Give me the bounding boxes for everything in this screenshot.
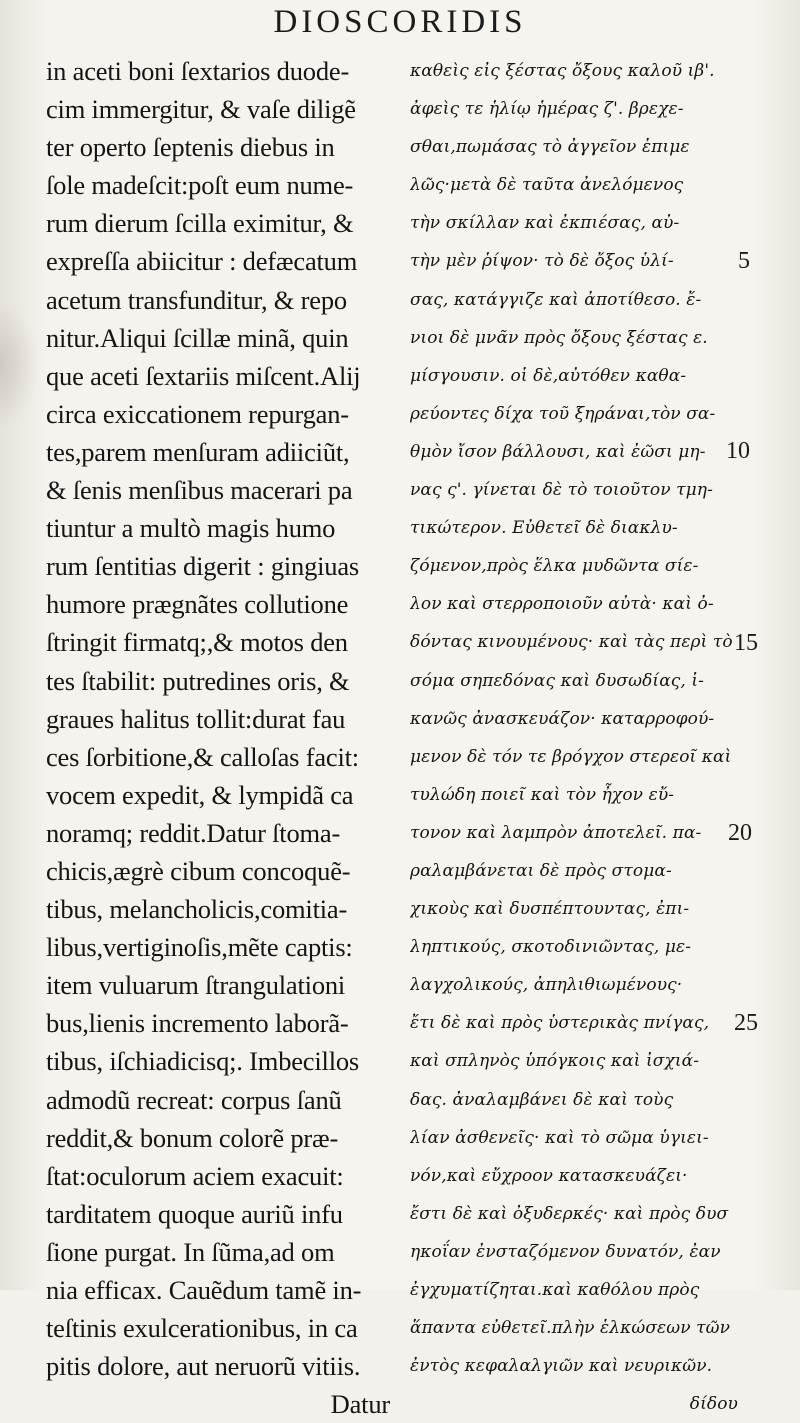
greek-text-line: νιοι δὲ μνᾶν πρὸς ὄξους ξέστας ε. [410,327,708,348]
greek-text-line: μενον δὲ τόν τε βρόγχον στερεοῖ καὶ [410,746,732,767]
latin-text-line: teſtinis exulcerationibus, in ca [46,1313,358,1344]
latin-text-line: chicis,ægrè cibum concoquẽ- [46,855,351,886]
greek-text-line: τονον καὶ λαμπρὸν ἀποτελεῖ. πα- [410,822,702,843]
latin-text-line: ter operto ſeptenis diebus in [46,132,335,163]
latin-text-line: rum dierum ſcilla eximitur, & [46,208,354,239]
greek-text-line: καὶ σπληνὸς ὑπόγκοις καὶ ἰσχιά- [410,1051,700,1072]
latin-text-line: admodũ recreat: corpus ſanũ [46,1084,342,1115]
greek-text-line: ρεύοντες δίχα τοῦ ξηράναι,τὸν σα- [410,403,716,424]
greek-text-line: ζόμενον,πρὸς ἕλκα μυδῶντα σίε- [410,556,699,577]
latin-text-line: libus,vertiginoſis,mẽte captis: [46,932,353,963]
greek-text-line: ἐγχυματίζηται.καὶ καθόλου πρὸς [410,1280,700,1300]
greek-text-line: σόμα σηπεδόνας καὶ δυσωδίας, ἱ- [410,670,705,691]
greek-text-line: νόν,καὶ εὔχροον κατασκευάζει· [410,1165,688,1186]
greek-text-line: λαγχολικούς, ἀπηλιθιωμένους· [410,975,683,996]
greek-text-line: ἔστι δὲ καὶ ὀξυδερκές· καὶ πρὸς δυσ [410,1203,729,1224]
latin-text-line: expreſſa abiicitur : defæcatum [46,246,358,277]
latin-text-line: tes ſtabilit: putredines oris, & [46,665,350,696]
latin-text-line: & ſenis menſibus macerari pa [46,475,353,506]
latin-text-line: tarditatem quoque auriũ infu [46,1198,343,1229]
greek-text-line: σας, κατάγγιζε καὶ ἀποτίθεσο. ἔ- [410,289,702,310]
line-number: 5 [738,248,750,274]
latin-text-line: nitur.Aliqui ſcillæ minã, quin [46,322,349,353]
latin-text-line: noramq; reddit.Datur ſtoma- [46,817,341,848]
latin-text-line: rum ſentitias digerit : gingiuas [46,551,360,582]
greek-text-line: τὴν μὲν ῥίψον· τὸ δὲ ὄξος ὑλί- [410,251,674,272]
greek-text-line: σθαι,πωμάσας τὸ ἀγγεῖον ἐπιμε [410,137,690,158]
latin-text-line: pitis dolore, aut neruorũ vitiis. [46,1351,361,1382]
greek-text-line: δόντας κινουμένους· καὶ τὰς περὶ τὸ [410,632,733,653]
greek-text-line: καθεὶς εἰς ξέστας ὄξους καλοῦ ιβ'. [410,61,715,81]
greek-text-line: ληπτικούς, σκοτοδινιῶντας, με- [410,937,692,958]
latin-text-line: in aceti boni ſextarios duode- [46,56,350,86]
greek-text-line: χικοὺς καὶ δυσπέπτουντας, ἐπι- [410,899,690,920]
greek-text-line: ἅπαντα εὐθετεῖ.πλὴν ἑλκώσεων τῶν [410,1318,731,1339]
latin-text-line: cim immergitur, & vaſe diligẽ [46,94,356,125]
latin-text-line: tibus, iſchiadicisq;. Imbecillos [46,1046,360,1077]
greek-text-line: ηκοΐαν ἐνσταζόμενον δυνατόν, ἐαν [410,1241,721,1262]
latin-text-line: Datur [330,1389,390,1420]
greek-text-line: τικώτερον. Εὐθετεῖ δὲ διακλυ- [410,518,678,539]
greek-text-line: τυλώδη ποιεῖ καὶ τὸν ἦχον εὔ- [410,784,675,805]
greek-text-line: θμὸν ἴσον βάλλουσι, καὶ ἐῶσι μη- [410,441,706,462]
latin-text-line: ces ſorbitione,& calloſas facit: [46,741,359,772]
greek-text-line: ἔτι δὲ καὶ πρὸς ὑστερικὰς πνίγας, [410,1013,710,1034]
latin-text-line: humore prægnãtes collutione [46,589,349,620]
latin-text-line: vocem expedit, & lympidã ca [46,779,354,810]
latin-text-line: acetum transfunditur, & repo [46,284,347,315]
latin-text-line: bus,lienis incremento laborã- [46,1008,349,1039]
greek-text-line: μίσγουσιν. οἱ δὲ,αὐτόθεν καθα- [410,365,687,386]
greek-column [410,52,750,1423]
greek-text-line: ἐντὸς κεφαλαλγιῶν καὶ νευρικῶν. [410,1356,713,1377]
greek-text-line: νας ς'. γίνεται δὲ τὸ τοιοῦτον τμη- [410,480,713,501]
latin-column [46,52,406,1423]
latin-text-line: tibus, melancholicis,comitia- [46,894,348,925]
greek-text-line: δίδου [689,1394,738,1415]
running-head: DIOSCORIDIS [273,4,527,40]
latin-text-line: ſtringit firmatq;,& motos den [46,627,348,658]
latin-text-line: nia efficax. Cauẽdum tamẽ in- [46,1275,362,1305]
latin-text-line: ſole madeſcit:poſt eum nume- [46,170,354,201]
line-number: 20 [728,820,752,846]
line-number: 15 [734,630,758,656]
latin-text-line: graues halitus tollit:durat fau [46,703,346,734]
greek-text-line: λίαν ἀσθενεῖς· καὶ τὸ σῶμα ὑγιει- [410,1127,709,1148]
latin-text-line: ſione purgat. In ſũma,ad om [46,1236,335,1267]
latin-text-line: ſtat:oculorum aciem exacuit: [46,1160,344,1191]
latin-text-line: tiuntur a multò magis humo [46,513,336,544]
latin-text-line: circa exiccationem repurgan- [46,398,349,429]
page-stain [0,300,40,430]
greek-text-line: ἀφεὶς τε ἡλίῳ ἡμέρας ζ'. βρεχε- [410,99,684,120]
greek-text-line: ραλαμβάνεται δὲ πρὸς στομα- [410,860,672,881]
line-number: 10 [726,438,750,464]
greek-text-line: λῶς·μετὰ δὲ ταῦτα ἀνελόμενος [410,175,684,196]
latin-text-line: tes,parem menſuram adiiciũt, [46,436,350,467]
line-number: 25 [734,1010,758,1036]
latin-text-line: que aceti ſextariis miſcent.Alij [46,360,361,391]
greek-text-line: λον καὶ στερροποιοῦν αὐτὰ· καὶ ὀ- [410,594,714,615]
latin-text-line: item vuluarum ſtrangulationi [46,970,346,1001]
greek-text-line: τὴν σκίλλαν καὶ ἐκπιέσας, αὐ- [410,213,680,234]
greek-text-line: δας. ἀναλαμβάνει δὲ καὶ τοὺς [410,1089,674,1110]
greek-text-line: κανῶς ἀνασκευάζον· καταρροφού- [410,708,715,729]
latin-text-line: reddit,& bonum colorẽ præ- [46,1122,339,1153]
